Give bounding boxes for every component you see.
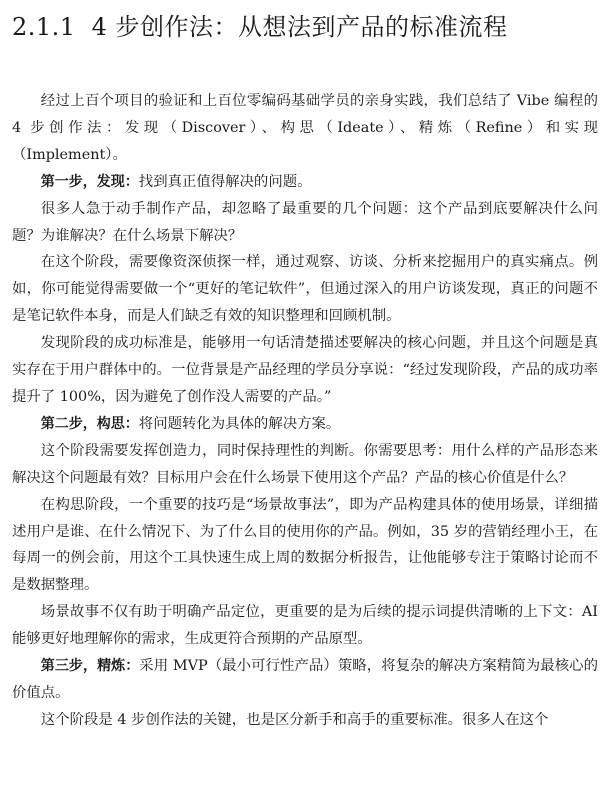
- paragraph-text: 采用 MVP（最小可行性产品）策略，将复杂的解决方案精简为最核心的价值点。: [12, 658, 599, 701]
- paragraph: [12, 411, 598, 438]
- paragraph-text: 将问题转化为具体的解决方案。: [138, 415, 341, 432]
- paragraph-text: 在构思阶段，一个重要的技巧是“场景故事法”，即为产品构建具体的使用场景，详细描述用户是谁、在什么情况下、为了什么目的使用你的产品。例如，35 岁的营销经理小王，在每周一的例会前，用这个工具快速生成上周的数据分析报告，让他能够专注于策略讨论而不是数据整理。: [12, 496, 598, 594]
- paragraph: [12, 599, 598, 653]
- paragraph-lead: 第三步，精炼：: [40, 658, 140, 675]
- paragraph-text: 找到真正值得解决的问题。: [138, 173, 312, 190]
- paragraph-text: 很多人急于动手制作产品，却忽略了最重要的几个问题：这个产品到底要解决什么问题？为谁解决？在什么场景下解决？: [12, 200, 598, 244]
- paragraph-lead: 第二步，构思：: [40, 415, 139, 432]
- paragraph: [12, 249, 598, 330]
- section-number: 2.1.1: [12, 13, 76, 41]
- paragraph: [12, 330, 598, 411]
- section-title: 4 步创作法：从想法到产品的标准流程: [91, 13, 508, 41]
- paragraph: [12, 88, 598, 169]
- paragraph-lead: 第一步，发现：: [40, 173, 139, 190]
- paragraph-text: 发现阶段的成功标准是，能够用一句话清楚描述要解决的核心问题，并且这个问题是真实存在于用户群体中的。一位背景是产品经理的学员分享说：“经过发现阶段，产品的成功率提升了 100%，因为避免了创作没人需要的产品。”: [12, 335, 598, 405]
- paragraph-text: 经过上百个项目的验证和上百位零编码基础学员的亲身实践，我们总结了 Vibe 编程的 4 步创作法：发现（Discover）、构思（Ideate）、精炼（Refine）和实现（Implement）。: [12, 93, 598, 163]
- section-heading: [12, 0, 598, 44]
- document-body: [12, 88, 598, 734]
- paragraph: [12, 169, 598, 196]
- paragraph: [12, 492, 598, 600]
- paragraph: [12, 707, 598, 734]
- paragraph-text: 在这个阶段，需要像资深侦探一样，通过观察、访谈、分析来挖掘用户的真实痛点。例如，你可能觉得需要做一个“更好的笔记软件”，但通过深入的用户访谈发现，真正的问题不是笔记软件本身，而是人们缺乏有效的知识整理和回顾机制。: [12, 254, 598, 325]
- paragraph-text: 这个阶段需要发挥创造力，同时保持理性的判断。你需要思考：用什么样的产品形态来解决这个问题最有效？目标用户会在什么场景下使用这个产品？产品的核心价值是什么？: [12, 442, 598, 486]
- paragraph: [12, 196, 598, 250]
- paragraph: [12, 653, 598, 707]
- paragraph-text: 这个阶段是 4 步创作法的关键，也是区分新手和高手的重要标准。很多人在这个: [40, 711, 549, 728]
- document-page: [12, 0, 598, 734]
- paragraph-text: 场景故事不仅有助于明确产品定位，更重要的是为后续的提示词提供清晰的上下文：AI 能够更好地理解你的需求，生成更符合预期的产品原型。: [12, 604, 598, 648]
- paragraph: [12, 438, 598, 492]
